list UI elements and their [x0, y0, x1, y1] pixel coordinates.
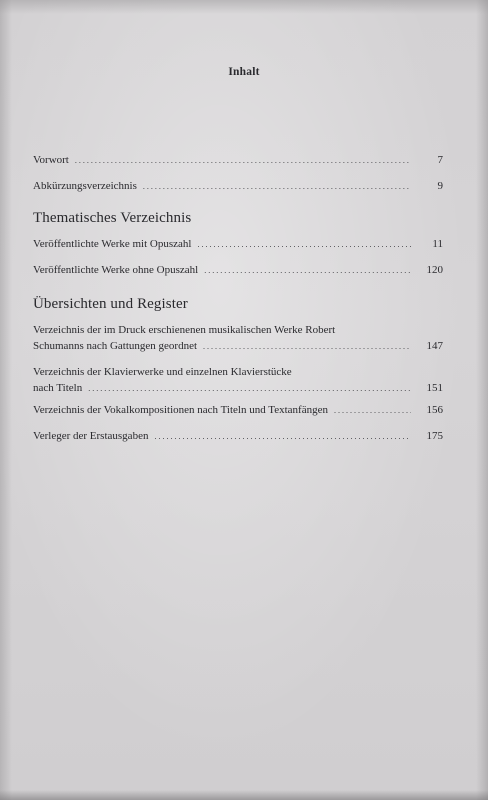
- toc-entry-text: Schumanns nach Gattungen geordnet: [33, 340, 198, 352]
- page-edge-shadow-right: [476, 0, 488, 800]
- toc-page-number: 11: [432, 238, 443, 250]
- dot-leader: [154, 429, 411, 445]
- page-edge-shadow-bottom: [0, 790, 488, 800]
- toc-entry-text-line1: Verzeichnis der im Druck erschienenen musikalischen Werke Robert: [33, 324, 336, 336]
- toc-entry-text: Veröffentlichte Werke mit Opuszahl: [33, 238, 192, 250]
- toc-entry-text: Verzeichnis der Vokalkompositionen nach Titeln und Textanfängen: [33, 404, 328, 416]
- dot-leader: [204, 263, 411, 279]
- dot-leader: [88, 381, 411, 397]
- toc-entry-text: nach Titeln: [33, 382, 83, 394]
- toc-page-number: 156: [426, 404, 443, 416]
- page-title: Inhalt: [228, 66, 260, 78]
- toc-entry-klavierwerke: [33, 364, 443, 397]
- toc-entry-werke-nach-gattungen: [33, 322, 443, 355]
- toc-page-number: 7: [437, 154, 443, 166]
- page-edge-shadow-left: [0, 0, 12, 800]
- toc-entry-vorwort: [33, 152, 443, 169]
- toc-page-number: 175: [426, 430, 443, 442]
- toc-page-number: 147: [426, 340, 443, 352]
- dot-leader: [203, 339, 411, 355]
- toc-page-number: 9: [437, 180, 443, 192]
- toc-entry-werke-ohne-opuszahl: [33, 262, 443, 279]
- dot-leader: [197, 237, 411, 253]
- dot-leader: [334, 403, 411, 419]
- toc-entry-werke-mit-opuszahl: [33, 236, 443, 253]
- toc-entry-abkuerzungsverzeichnis: [33, 178, 443, 195]
- dot-leader: [143, 179, 411, 195]
- dot-leader: [75, 153, 411, 169]
- toc-page-number: 120: [426, 264, 443, 276]
- toc-page-number: 151: [426, 382, 443, 394]
- toc-entry-verleger: [33, 428, 443, 445]
- toc-entry-text: Verleger der Erstausgaben: [33, 430, 149, 442]
- toc-entry-text-line1: Verzeichnis der Klavierwerke und einzelnen Klavierstücke: [33, 366, 292, 378]
- section-heading-thematisches-verzeichnis: Thematisches Verzeichnis: [33, 210, 192, 226]
- page-edge-shadow-top: [0, 0, 488, 14]
- toc-entry-text: Vorwort: [33, 154, 69, 166]
- section-heading-uebersichten-und-register: Übersichten und Register: [33, 296, 188, 312]
- toc-entry-vokalkompositionen: [33, 402, 443, 419]
- toc-entry-text: Abkürzungsverzeichnis: [33, 180, 137, 192]
- toc-entry-text: Veröffentlichte Werke ohne Opuszahl: [33, 264, 199, 276]
